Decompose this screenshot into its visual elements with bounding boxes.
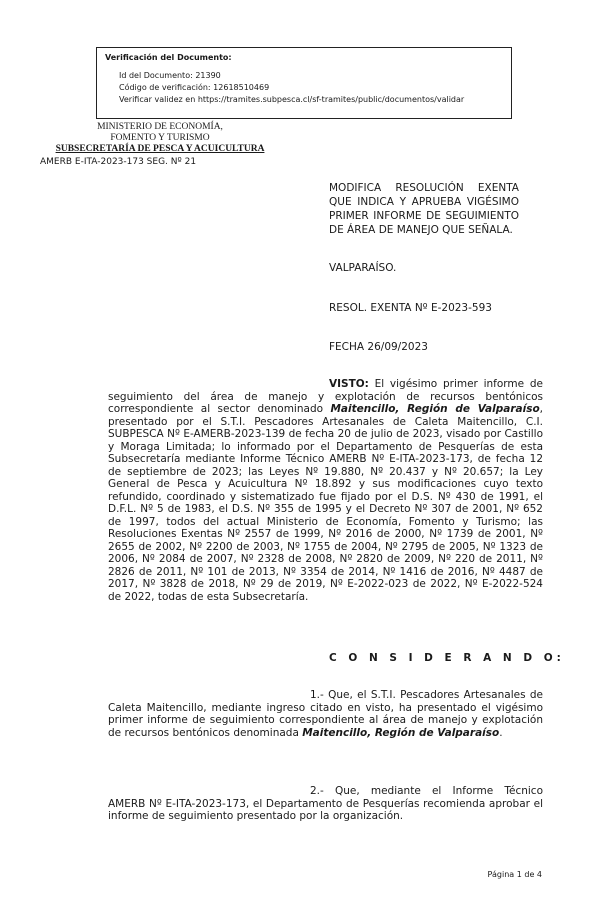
- ministry-line1: MINISTERIO DE ECONOMÍA,: [97, 122, 223, 132]
- considerando-paragraph-2: 2.- Que, mediante el Informe Técnico AMERB Nº E-ITA-2023-173, el Departamento de Pesquerías recomienda aprobar el informe de seguimiento presentado por la organización.: [108, 785, 543, 822]
- reference-code: AMERB E-ITA-2023-173 SEG. Nº 21: [40, 157, 197, 167]
- verification-list: [105, 70, 503, 106]
- resolution-number: RESOL. EXENTA Nº E-2023-593: [329, 302, 492, 314]
- ministry-line2: FOMENTO Y TURISMO: [110, 133, 210, 143]
- visto-area-name: Maitencillo, Región de Valparaíso: [330, 403, 540, 415]
- p1-text: 1.- Que, el S.T.I. Pescadores Artesanales de Caleta Maitencillo, mediante ingreso citado en visto, ha presentado el vigésimo primer informe de seguimiento correspondiente al área de manejo y explotación de recursos bentónicos denominada: [108, 689, 543, 739]
- visto-text-2: , presentado por el S.T.I. Pescadores Artesanales de Caleta Maitencillo, C.I. SUBPESCA Nº E-AMERB-2023-139 de fecha 20 de julio de 2023, visado por Castillo y Moraga Limitada; lo informado por el Departamento de Pesquerías de esta Subsecretaría mediante Informe Técnico AMERB Nº E-ITA-2023-173, de fecha 12 de septiembre de 2023; las Leyes Nº 19.880, Nº 20.437 y Nº 20.657; la Ley General de Pesca y Acuicultura Nº 18.892 y sus modificaciones cuyo texto refundido, coordinado y sistematizado fue fijado por el D.S. Nº 430 de 1991, el D.F.L. Nº 5 de 1983, el D.S. Nº 355 de 1995 y el Decreto Nº 307 de 2001, Nº 652 de 1997, todos del actual Ministerio de Economía, Fomento y Turismo; las Resoluciones Exentas Nº 2557 de 1999, Nº 2016 de 2000, Nº 1739 de 2001, Nº 2655 de 2002, Nº 2200 de 2003, Nº 1755 de 2004, Nº 2795 de 2005, Nº 1323 de 2006, Nº 2084 de 2007, Nº 2328 de 2008, Nº 2820 de 2009, Nº 220 de 2011, Nº 2826 de 2011, Nº 101 de 2013, Nº 3354 de 2014, Nº 1416 de 2016, Nº 4487 de 2017, Nº 3828 de 2018, Nº 29 de 2019, Nº E-2022-023 de 2022, Nº E-2022-524 de 2022, todas de esta Subsecretaría.: [108, 403, 543, 603]
- visto-label: VISTO:: [329, 378, 369, 390]
- document-id: • Id del Documento: 21390: [119, 70, 503, 82]
- p1-area-name: Maitencillo, Región de Valparaíso: [302, 726, 500, 739]
- visto-paragraph: [108, 378, 543, 603]
- resolution-date: FECHA 26/09/2023: [329, 341, 428, 353]
- subsecretaria-title: SUBSECRETARÍA DE PESCA Y ACUICULTURA: [55, 144, 265, 154]
- verification-box: [96, 47, 512, 119]
- considerando-heading: C O N S I D E R A N D O:: [329, 652, 565, 664]
- page-number: Página 1 de 4: [487, 870, 542, 879]
- considerando-paragraph-1: [108, 689, 543, 739]
- p1-end: .: [499, 726, 503, 739]
- organization-header: [30, 122, 290, 155]
- visto-text-1: El vigésimo primer informe de seguimiento del área de manejo y explotación de recursos bentónicos correspondiente al sector denominado: [108, 378, 543, 415]
- place: VALPARAÍSO.: [329, 262, 397, 274]
- verification-url[interactable]: • Verificar validez en https://tramites.subpesca.cl/sf-tramites/public/documentos/validar: [119, 94, 503, 106]
- verification-title: Verificación del Documento:: [105, 53, 232, 62]
- verification-code: • Código de verificación: 12618510469: [119, 82, 503, 94]
- document-title: MODIFICA RESOLUCIÓN EXENTA QUE INDICA Y APRUEBA VIGÉSIMO PRIMER INFORME DE SEGUIMIENTO DE ÁREA DE MANEJO QUE SEÑALA.: [329, 182, 519, 236]
